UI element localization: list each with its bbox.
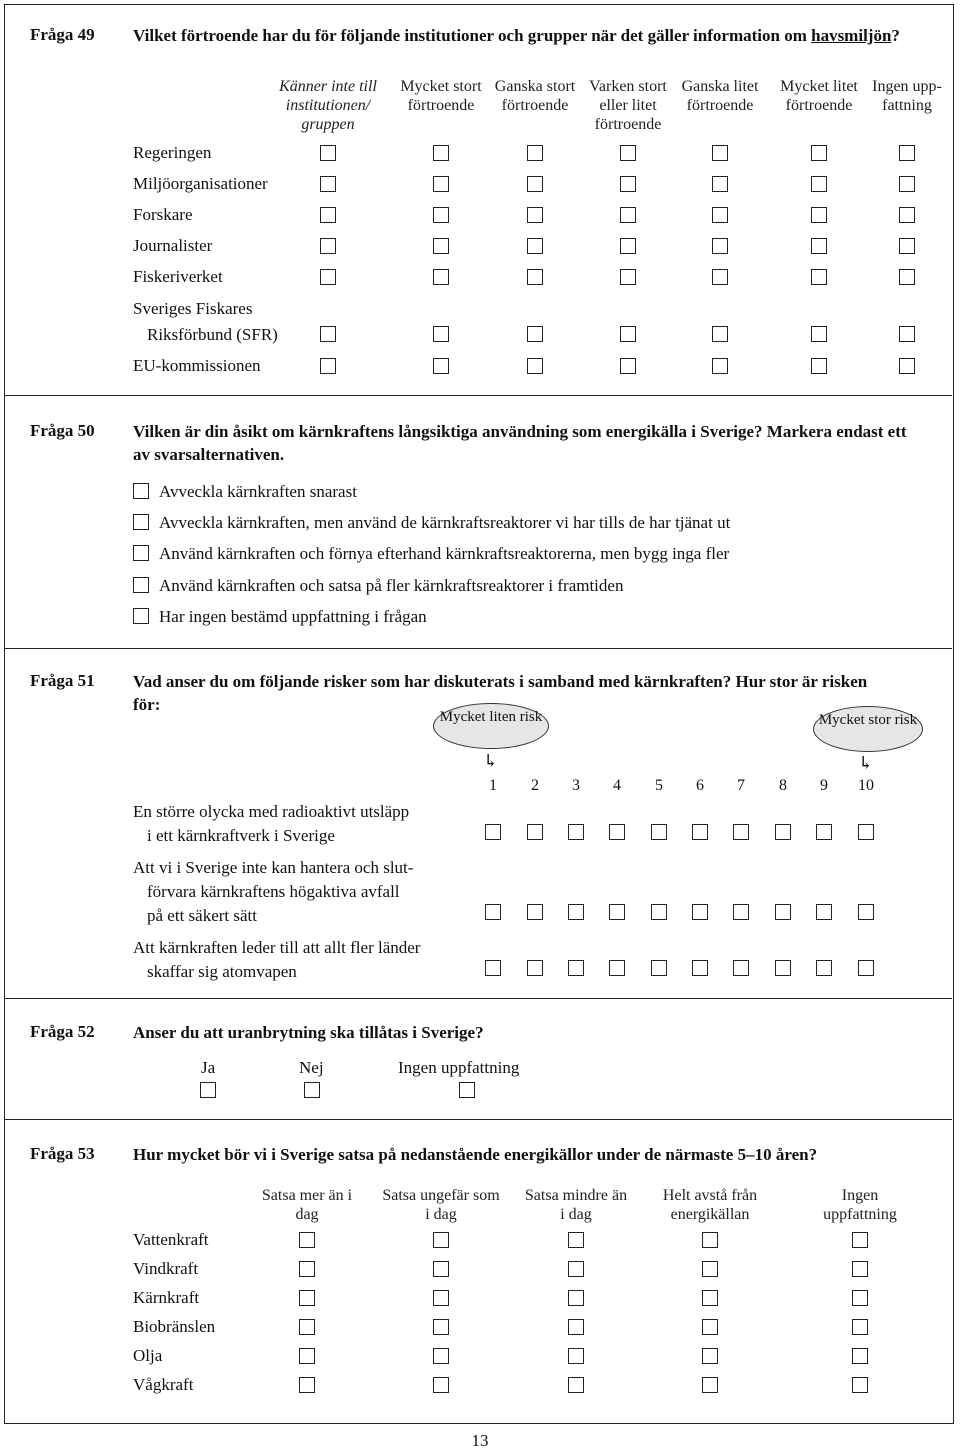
- q53-checkbox[interactable]: [702, 1261, 718, 1277]
- q51-number: Fråga 51: [30, 671, 95, 690]
- q51-checkbox[interactable]: [527, 904, 543, 920]
- q49-checkbox[interactable]: [811, 326, 827, 342]
- q49-checkbox[interactable]: [320, 207, 336, 223]
- q49-checkbox[interactable]: [527, 269, 543, 285]
- q51-checkbox[interactable]: [775, 904, 791, 920]
- q49-checkbox[interactable]: [712, 207, 728, 223]
- q49-checkbox[interactable]: [527, 207, 543, 223]
- q53-checkbox[interactable]: [702, 1290, 718, 1306]
- q53-checkbox[interactable]: [852, 1319, 868, 1335]
- q53-checkbox[interactable]: [433, 1232, 449, 1248]
- q50-checkbox[interactable]: [133, 514, 149, 530]
- q49-row-label: Miljöorganisationer: [133, 174, 268, 193]
- q51-question: Vad anser du om följande risker som har diskuterats i samband med kärnkraften? Hur stor är risken för:: [133, 672, 868, 714]
- q51-checkbox[interactable]: [568, 824, 584, 840]
- q49-checkbox[interactable]: [320, 358, 336, 374]
- q53-checkbox[interactable]: [299, 1261, 315, 1277]
- q51-checkbox[interactable]: [651, 960, 667, 976]
- q49-checkbox[interactable]: [433, 176, 449, 192]
- q50-checkbox[interactable]: [133, 608, 149, 624]
- q51-scale-number: 3: [572, 777, 580, 794]
- q49-checkbox[interactable]: [620, 269, 636, 285]
- q50-checkbox[interactable]: [133, 577, 149, 593]
- q49-checkbox[interactable]: [320, 326, 336, 342]
- q49-checkbox[interactable]: [320, 238, 336, 254]
- q53-checkbox[interactable]: [299, 1290, 315, 1306]
- q51-checkbox[interactable]: [858, 824, 874, 840]
- q51-checkbox[interactable]: [692, 960, 708, 976]
- q51-checkbox[interactable]: [858, 960, 874, 976]
- q53-checkbox[interactable]: [299, 1319, 315, 1335]
- q51-checkbox[interactable]: [568, 960, 584, 976]
- q49-checkbox[interactable]: [811, 238, 827, 254]
- q49-column-header: Mycket stort förtroende: [400, 78, 482, 114]
- q49-checkbox[interactable]: [712, 145, 728, 161]
- arrow-down-icon: ↳: [483, 751, 499, 771]
- q49-checkbox[interactable]: [899, 238, 915, 254]
- q53-column-header: Satsa ungefär som i dag: [382, 1187, 500, 1223]
- q53-checkbox[interactable]: [852, 1377, 868, 1393]
- q50-number: Fråga 50: [30, 421, 95, 440]
- q53-column-header: Helt avstå från energikällan: [662, 1187, 758, 1223]
- q52-option-label: Ja: [201, 1058, 216, 1077]
- q51-item-label: [133, 856, 413, 928]
- q49-row-label: Journalister: [133, 236, 213, 255]
- q49-checkbox[interactable]: [433, 326, 449, 342]
- q50-option[interactable]: [133, 513, 730, 533]
- arrow-down-icon: ↳: [858, 753, 874, 773]
- q49-checkbox[interactable]: [620, 358, 636, 374]
- q53-checkbox[interactable]: [433, 1319, 449, 1335]
- q49-checkbox[interactable]: [811, 176, 827, 192]
- q51-scale-number: 7: [737, 777, 745, 794]
- separator-50-51: [4, 648, 952, 649]
- q53-row-label: Vattenkraft: [133, 1230, 209, 1249]
- q49-column-header: Varken stort eller litet förtroende: [589, 78, 667, 133]
- q49-checkbox[interactable]: [320, 145, 336, 161]
- q49-checkbox[interactable]: [527, 176, 543, 192]
- q49-checkbox[interactable]: [899, 326, 915, 342]
- q49-question: Vilket förtroende har du för följande institutioner och grupper när det gäller information om havsmiljön?: [133, 26, 900, 45]
- q51-checkbox[interactable]: [816, 824, 832, 840]
- q49-checkbox[interactable]: [620, 145, 636, 161]
- q50-checkbox[interactable]: [133, 483, 149, 499]
- q49-checkbox[interactable]: [433, 269, 449, 285]
- q50-checkbox[interactable]: [133, 545, 149, 561]
- q53-checkbox[interactable]: [702, 1348, 718, 1364]
- q51-checkbox[interactable]: [485, 904, 501, 920]
- q49-checkbox[interactable]: [320, 269, 336, 285]
- q50-option[interactable]: [133, 607, 427, 627]
- q49-checkbox[interactable]: [712, 269, 728, 285]
- q49-checkbox[interactable]: [433, 207, 449, 223]
- q49-checkbox[interactable]: [527, 326, 543, 342]
- q49-checkbox[interactable]: [620, 238, 636, 254]
- q49-checkbox[interactable]: [811, 269, 827, 285]
- q53-column-header: Satsa mer än i dag: [261, 1187, 353, 1223]
- separator-49-50: [4, 395, 952, 396]
- q49-row-label: Regeringen: [133, 143, 212, 162]
- q49-row-label: EU-kommissionen: [133, 356, 261, 375]
- q53-checkbox[interactable]: [568, 1348, 584, 1364]
- q51-checkbox[interactable]: [485, 960, 501, 976]
- q53-checkbox[interactable]: [702, 1319, 718, 1335]
- q51-item-label-line: skaffar sig atomvapen: [147, 962, 297, 981]
- q53-row-label: Vågkraft: [133, 1375, 194, 1394]
- q49-column-header: Mycket litet förtroende: [780, 78, 858, 114]
- q50-option[interactable]: [133, 482, 357, 502]
- q51-item-label-line: i ett kärnkraftverk i Sverige: [147, 826, 335, 845]
- q49-column-header: Känner inte till institutionen/ gruppen: [279, 78, 377, 133]
- q53-question: Hur mycket bör vi i Sverige satsa på nedanstående energikällor under de närmaste 5–10 åren?: [133, 1145, 818, 1164]
- q51-item-label-line: på ett säkert sätt: [147, 906, 257, 925]
- q50-option[interactable]: [133, 576, 623, 596]
- q51-checkbox[interactable]: [816, 960, 832, 976]
- q51-checkbox[interactable]: [609, 960, 625, 976]
- q53-checkbox[interactable]: [852, 1290, 868, 1306]
- q49-row-label: Forskare: [133, 205, 193, 224]
- q53-checkbox[interactable]: [702, 1232, 718, 1248]
- q53-checkbox[interactable]: [299, 1348, 315, 1364]
- q51-checkbox[interactable]: [568, 904, 584, 920]
- q51-item-label-line: Att vi i Sverige inte kan hantera och slut-: [133, 858, 414, 877]
- q51-item-label: [133, 800, 409, 848]
- q50-option-label: Avveckla kärnkraften, men använd de kärnkraftsreaktorer vi har tills de har tjänat ut: [159, 513, 731, 532]
- q51-checkbox[interactable]: [609, 904, 625, 920]
- q50-option[interactable]: [133, 544, 729, 564]
- q53-row-label: Biobränslen: [133, 1317, 216, 1336]
- q49-column-header: Ingen upp- fattning: [872, 78, 942, 114]
- q52-checkbox[interactable]: [200, 1082, 216, 1098]
- q50-option-label: Använd kärnkraften och satsa på fler kärnkraftsreaktorer i framtiden: [159, 576, 624, 595]
- q49-checkbox[interactable]: [620, 176, 636, 192]
- q51-scale-number: 6: [696, 777, 704, 794]
- q51-scale-number: 5: [655, 777, 663, 794]
- q49-checkbox[interactable]: [899, 269, 915, 285]
- q52-option-label: Nej: [299, 1058, 324, 1077]
- q53-row-label: Kärnkraft: [133, 1288, 200, 1307]
- q49-checkbox[interactable]: [620, 207, 636, 223]
- q51-checkbox[interactable]: [858, 904, 874, 920]
- q49-checkbox[interactable]: [620, 326, 636, 342]
- separator-52-53: [4, 1119, 952, 1120]
- q49-checkbox[interactable]: [811, 145, 827, 161]
- q51-checkbox[interactable]: [527, 960, 543, 976]
- q53-column-header: Ingen uppfattning: [823, 1187, 897, 1223]
- q49-checkbox[interactable]: [712, 176, 728, 192]
- q53-checkbox[interactable]: [433, 1348, 449, 1364]
- q51-scale-number: 9: [820, 777, 828, 794]
- q49-checkbox[interactable]: [811, 358, 827, 374]
- q53-row-label: Olja: [133, 1346, 163, 1365]
- q53-checkbox[interactable]: [852, 1232, 868, 1248]
- q52-option-label: Ingen uppfattning: [398, 1058, 520, 1077]
- q49-column-header: Ganska stort förtroende: [494, 78, 576, 114]
- q49-number: Fråga 49: [30, 25, 95, 44]
- q50-option-label: Avveckla kärnkraften snarast: [159, 482, 357, 501]
- q49-checkbox[interactable]: [899, 358, 915, 374]
- q51-checkbox[interactable]: [485, 824, 501, 840]
- q51-scale-number: 4: [613, 777, 621, 794]
- q49-checkbox[interactable]: [712, 326, 728, 342]
- q51-checkbox[interactable]: [733, 824, 749, 840]
- q50-option-label: Använd kärnkraften och förnya efterhand kärnkraftsreaktorerna, men bygg inga fler: [159, 544, 730, 563]
- q53-checkbox[interactable]: [568, 1377, 584, 1393]
- q52-number: Fråga 52: [30, 1022, 95, 1041]
- q49-row-label: Fiskeriverket: [133, 267, 223, 286]
- q53-checkbox[interactable]: [702, 1377, 718, 1393]
- q53-checkbox[interactable]: [299, 1232, 315, 1248]
- q51-checkbox[interactable]: [816, 904, 832, 920]
- q51-checkbox[interactable]: [527, 824, 543, 840]
- q49-checkbox[interactable]: [899, 176, 915, 192]
- q51-scale-number: 2: [531, 777, 539, 794]
- q51-item-label: [133, 936, 420, 984]
- q51-checkbox[interactable]: [775, 824, 791, 840]
- q53-row-label: Vindkraft: [133, 1259, 199, 1278]
- q49-checkbox[interactable]: [899, 145, 915, 161]
- q53-checkbox[interactable]: [568, 1319, 584, 1335]
- q49-checkbox[interactable]: [320, 176, 336, 192]
- q52-checkbox[interactable]: [459, 1082, 475, 1098]
- q51-checkbox[interactable]: [692, 904, 708, 920]
- q51-item-label-line: förvara kärnkraftens högaktiva avfall: [147, 882, 400, 901]
- q51-scale-number: 10: [858, 777, 874, 794]
- q52-checkbox[interactable]: [304, 1082, 320, 1098]
- q49-checkbox[interactable]: [712, 358, 728, 374]
- q53-number: Fråga 53: [30, 1144, 95, 1163]
- q50-question: Vilken är din åsikt om kärnkraftens långsiktiga användning som energikälla i Sverige? Markera endast ett av svarsalternativen.: [133, 422, 907, 464]
- q49-checkbox[interactable]: [433, 358, 449, 374]
- q51-checkbox[interactable]: [775, 960, 791, 976]
- q49-row-label-line: Sveriges Fiskares: [133, 299, 253, 318]
- q53-checkbox[interactable]: [568, 1232, 584, 1248]
- q49-row-label: [133, 296, 278, 348]
- q49-checkbox[interactable]: [433, 145, 449, 161]
- q53-checkbox[interactable]: [433, 1261, 449, 1277]
- q49-checkbox[interactable]: [899, 207, 915, 223]
- q53-checkbox[interactable]: [852, 1348, 868, 1364]
- q53-checkbox[interactable]: [433, 1290, 449, 1306]
- high-risk-bubble: Mycket stor risk: [813, 706, 923, 752]
- q53-checkbox[interactable]: [852, 1261, 868, 1277]
- q49-checkbox[interactable]: [433, 238, 449, 254]
- q51-item-label-line: En större olycka med radioaktivt utsläpp: [133, 802, 410, 821]
- q49-checkbox[interactable]: [811, 207, 827, 223]
- q49-row-label-line: Riksförbund (SFR): [147, 325, 278, 344]
- q53-column-header: Satsa mindre än i dag: [524, 1187, 628, 1223]
- q49-checkbox[interactable]: [712, 238, 728, 254]
- q53-checkbox[interactable]: [433, 1377, 449, 1393]
- q51-checkbox[interactable]: [651, 824, 667, 840]
- q51-checkbox[interactable]: [692, 824, 708, 840]
- q50-option-label: Har ingen bestämd uppfattning i frågan: [159, 607, 427, 626]
- q51-checkbox[interactable]: [733, 960, 749, 976]
- q53-checkbox[interactable]: [568, 1290, 584, 1306]
- q53-checkbox[interactable]: [568, 1261, 584, 1277]
- q51-item-label-line: Att kärnkraften leder till att allt fler länder: [133, 938, 421, 957]
- q53-checkbox[interactable]: [299, 1377, 315, 1393]
- q51-scale-number: 1: [489, 777, 497, 794]
- q49-checkbox[interactable]: [527, 358, 543, 374]
- q51-checkbox[interactable]: [733, 904, 749, 920]
- separator-51-52: [4, 998, 952, 999]
- q49-column-header: Ganska litet förtroende: [681, 78, 759, 114]
- q49-checkbox[interactable]: [527, 238, 543, 254]
- q49-checkbox[interactable]: [527, 145, 543, 161]
- low-risk-bubble: Mycket liten risk: [433, 703, 549, 749]
- q51-checkbox[interactable]: [651, 904, 667, 920]
- q51-checkbox[interactable]: [609, 824, 625, 840]
- q52-question: Anser du att uranbrytning ska tillåtas i Sverige?: [133, 1023, 484, 1042]
- page-number: 13: [471, 1431, 489, 1450]
- q51-scale-number: 8: [779, 777, 787, 794]
